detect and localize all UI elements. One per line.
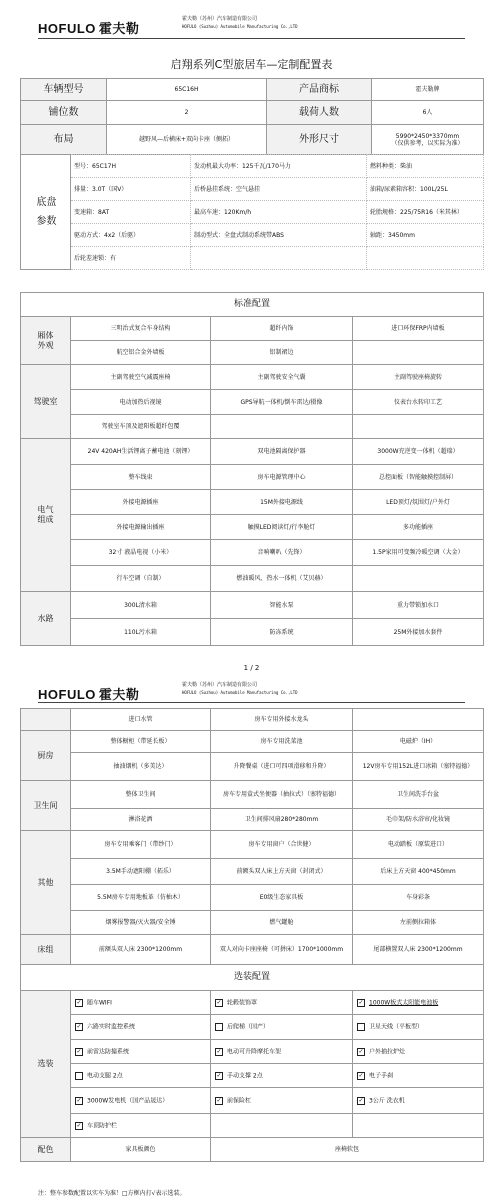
config-item: 淋浴花洒: [71, 809, 211, 831]
config-item: 外接电源插座: [71, 490, 211, 515]
config-item: 前额头双人床 2300*1200mm: [71, 935, 211, 965]
chassis-cell: [367, 247, 484, 270]
chassis-cell: 后桥悬挂系统：空气悬挂: [191, 178, 367, 201]
option-item[interactable]: 后爬梯（国产）: [211, 1015, 353, 1040]
kitchen-label: 厨房: [21, 731, 71, 781]
config-item: 智能水泵: [211, 592, 353, 619]
option-item[interactable]: 卫星天线（平板型）: [353, 1015, 484, 1040]
config-item: 进口环保FRP内墙板: [353, 317, 484, 341]
config-item: 进口水管: [71, 709, 211, 731]
footnote: 注：整车参数配置以实车为准！□方框内打√表示选装。: [38, 1190, 186, 1197]
config-item: 房车电源管理中心: [211, 465, 353, 490]
config-item: 双人对向卡座座椅（可拼床）1700*1000mm: [211, 935, 353, 965]
chassis-cell: 型号：65C17H: [71, 155, 191, 178]
config-item: 抽油烟机（多美达）: [71, 753, 211, 781]
config-item: [353, 566, 484, 592]
page-number: 1 / 2: [243, 664, 260, 672]
config-item: 双电池隔离保护器: [211, 439, 353, 465]
config-item: 总控面板（智能触摸控制屏）: [353, 465, 484, 490]
config-item: [353, 709, 484, 731]
layout-value: 越野风—后横床+双向卡座（侧拓）: [107, 125, 267, 155]
bathroom-label: 卫生间: [21, 781, 71, 831]
page-header: [0, 680, 503, 702]
config-item: 外接电源输出插座: [71, 515, 211, 540]
basic-info-table: [20, 78, 484, 155]
chassis-cell: 变速箱：8AT: [71, 201, 191, 224]
option-item[interactable]: ✓ 户外抽拉炉灶: [353, 1040, 484, 1064]
config-item: 3000W充逆变一体机（超瑞）: [353, 439, 484, 465]
berth-label: 铺位数: [21, 101, 107, 125]
config-item: 5.5M房车专用地板革（仿柚木）: [71, 885, 211, 911]
chassis-cell: 油箱/尿素箱容积：100L/25L: [367, 178, 484, 201]
standard-heading: 标准配置: [21, 293, 484, 317]
config-item: 超纤内饰: [211, 317, 353, 341]
config-item: 房车专用外接水龙头: [211, 709, 353, 731]
config-item: 烟雾报警器/灭火器/安全锤: [71, 911, 211, 935]
config-item: 尾部横置双人床 2300*1200mm: [353, 935, 484, 965]
config-item: 25M外接加水套件: [353, 619, 484, 646]
option-item[interactable]: ✓ 车顶防护栏: [71, 1114, 211, 1138]
config-item: 铝制裙边: [211, 341, 353, 365]
header-divider: [38, 38, 465, 39]
brand-logo: HOFULO 霍夫勒: [38, 21, 140, 36]
config-item: 电动踏板（原装进口）: [353, 831, 484, 859]
color-item-seat[interactable]: 座椅软包: [211, 1138, 484, 1162]
config-item: 燃油暖风、热水一体机（艾贝赫）: [211, 566, 353, 592]
size-value: 5990*2450*3370mm （仅供参考，以实际为准）: [372, 125, 484, 155]
color-item-furniture[interactable]: 家具板颜色: [71, 1138, 211, 1162]
brand-value: 霍夫勒牌: [372, 79, 484, 101]
config-item: 航空铝合金外墙板: [71, 341, 211, 365]
chassis-cell: 制动型式：全盘式制动系统带ABS: [191, 224, 367, 247]
checkbox-icon[interactable]: ✓: [76, 998, 82, 1006]
config-item: 房车专用乘客门（带纱门）: [71, 831, 211, 859]
config-item: 触摸LED阅读灯/行李舱灯: [211, 515, 353, 540]
page-title: 启翔系列C型旅居车—定制配置表: [170, 58, 333, 71]
layout-label: 布局: [21, 125, 107, 155]
chassis-label: 底盘 参数: [21, 155, 71, 270]
config-item: 燃气罐舱: [211, 911, 353, 935]
chassis-cell: 轴距：3450mm: [367, 224, 484, 247]
config-item: [353, 415, 484, 439]
chassis-cell: 排量：3.0T（国V）: [71, 178, 191, 201]
option-item[interactable]: ✓ 1000W板式太阳能电池板: [353, 991, 484, 1015]
other-label: 其他: [21, 831, 71, 935]
checkbox-icon[interactable]: [357, 1023, 365, 1031]
config-item: 1.5P家用可变频冷暖空调（大金）: [353, 540, 484, 566]
config-item: 毛巾架/防水浴帘/化妆镜: [353, 809, 484, 831]
checkbox-icon[interactable]: ✓: [76, 1121, 82, 1129]
config-item: [211, 415, 353, 439]
config-item: 12V房车专用152L进口冰箱（塞特福德）: [353, 753, 484, 781]
config-item: E0级生态家具板: [211, 885, 353, 911]
checkbox-icon[interactable]: ✓: [216, 1071, 222, 1079]
seat-value: 6人: [372, 101, 484, 125]
company-name: 霍夫勒（苏州）汽车制造有限公司 HOFULO (Suzhou) Automobile Manufacturing Co.,LTD: [182, 16, 298, 29]
chassis-cell: 驱动方式：4x2（后驱）: [71, 224, 191, 247]
size-label: 外形尺寸: [267, 125, 372, 155]
options-heading: 选装配置: [21, 965, 484, 991]
config-item: GPS导航一体机/倒车雷达/摄像: [211, 390, 353, 415]
config-item: 行车空调（自制）: [71, 566, 211, 592]
config-item: 多功能插座: [353, 515, 484, 540]
chassis-cell: 后轮差速锁：有: [71, 247, 191, 270]
option-item[interactable]: ✓ 前雷达防撞系统: [71, 1040, 211, 1064]
brand-label: 产品商标: [267, 79, 372, 101]
config-item: 24V 420AH生活锂离子蓄电池（刻锂）: [71, 439, 211, 465]
config-item: 3.5M手动遮阳棚（拓乐）: [71, 859, 211, 885]
bed-label: 床组: [21, 935, 71, 965]
config-item: 电动加热后视镜: [71, 390, 211, 415]
config-item: 音响喇叭（先锋）: [211, 540, 353, 566]
config-item: 300L清水箱: [71, 592, 211, 619]
config-item: 防冻系统: [211, 619, 353, 646]
empty-cell: [211, 1114, 353, 1138]
config-item: 卫生间排风扇280*280mm: [211, 809, 353, 831]
electric-label: 电气 组成: [21, 439, 71, 592]
color-label: 配色: [21, 1138, 71, 1162]
config-item: 电磁炉（IH）: [353, 731, 484, 753]
chassis-cell: 燃料种类：柴油: [367, 155, 484, 178]
config-item: 卫生间洗手台盆: [353, 781, 484, 809]
model-label: 车辆型号: [21, 79, 107, 101]
checkbox-icon[interactable]: ✓: [358, 998, 364, 1006]
config-item: 房车专用窗户（合世健）: [211, 831, 353, 859]
category-cell: [21, 709, 71, 731]
page-2: [0, 670, 503, 702]
empty-cell: [353, 1114, 484, 1138]
page2-config-table: [20, 708, 484, 1162]
checkbox-icon[interactable]: ✓: [358, 1047, 364, 1055]
company-name: 霍夫勒（苏州）汽车制造有限公司 HOFULO (Suzhou) Automobile Manufacturing Co.,LTD: [182, 682, 298, 695]
config-item: 重力带锁加水口: [353, 592, 484, 619]
page-header: [0, 14, 503, 36]
chassis-cell: 发动机最大功率：125千瓦/170马力: [191, 155, 367, 178]
config-item: 左前侧拉箱体: [353, 911, 484, 935]
checkbox-icon[interactable]: ✓: [76, 1096, 82, 1104]
option-item[interactable]: ✓ 六路实时监控系统: [71, 1015, 211, 1040]
option-item[interactable]: ✓ 3公斤 洗衣机: [353, 1088, 484, 1114]
checkbox-icon[interactable]: ✓: [76, 1047, 82, 1055]
config-item: LED顶灯/氛围灯/户外灯: [353, 490, 484, 515]
chassis-cell: [191, 247, 367, 270]
config-item: [353, 341, 484, 365]
checkbox-icon[interactable]: ✓: [358, 1071, 364, 1079]
config-item: 房车专用盒式坐便器（抽拉式）（塞特福德）: [211, 781, 353, 809]
config-item: 整体卫生间: [71, 781, 211, 809]
model-value: 65C16H: [107, 79, 267, 101]
seat-label: 载荷人数: [267, 101, 372, 125]
water-label: 水路: [21, 592, 71, 646]
option-item[interactable]: ✓ 3000W发电机（国产品晟达）: [71, 1088, 211, 1114]
config-item: 三明治式复合车身结构: [71, 317, 211, 341]
config-item: 升降餐桌（进口可四项滑移和升降）: [211, 753, 353, 781]
config-item: 15M外接电源线: [211, 490, 353, 515]
checkbox-icon[interactable]: ✓: [216, 1047, 222, 1055]
config-item: 房车专用洗菜池: [211, 731, 353, 753]
checkbox-icon[interactable]: ✓: [358, 1096, 364, 1104]
option-item[interactable]: ✓ 手动支撑 2点: [211, 1064, 353, 1088]
option-item[interactable]: ✓ 前保险杠: [211, 1088, 353, 1114]
option-item[interactable]: ✓ 轮毂装饰罩: [211, 991, 353, 1015]
berth-value: 2: [107, 101, 267, 125]
option-item[interactable]: 电动支腿 2点: [71, 1064, 211, 1088]
option-item[interactable]: ✓ 电子手刹: [353, 1064, 484, 1088]
config-item: 32寸 液晶电视（小米）: [71, 540, 211, 566]
options-label: 选装: [21, 991, 71, 1138]
checkbox-icon[interactable]: [215, 1023, 223, 1031]
config-item: 驾驶室车顶及遮阳板超纤包覆: [71, 415, 211, 439]
config-item: 车身彩条: [353, 885, 484, 911]
chassis-cell: 轮胎规格：225/75R16（米其林）: [367, 201, 484, 224]
option-item[interactable]: ✓ 随车WIFI: [71, 991, 211, 1015]
body-label: 厢体 外观: [21, 317, 71, 365]
cockpit-label: 驾驶室: [21, 365, 71, 439]
option-item[interactable]: ✓ 电动可升降摩托车架: [211, 1040, 353, 1064]
config-item: 整车线束: [71, 465, 211, 490]
config-item: 主副驾驶座椅旋转: [353, 365, 484, 390]
brand-logo: HOFULO 霍夫勒: [38, 687, 140, 702]
standard-config-table: [20, 292, 484, 646]
config-item: 前额头双人床上方天窗（封闭式）: [211, 859, 353, 885]
config-item: 主副驾驶空气减震座椅: [71, 365, 211, 390]
config-item: 110L污水箱: [71, 619, 211, 646]
config-item: 整体橱柜（带延长板）: [71, 731, 211, 753]
config-item: 主副驾驶安全气囊: [211, 365, 353, 390]
checkbox-icon[interactable]: ✓: [76, 1023, 82, 1030]
checkbox-icon[interactable]: [75, 1072, 83, 1080]
checkbox-icon[interactable]: ✓: [216, 1096, 222, 1104]
config-item: 仪表台水转印工艺: [353, 390, 484, 415]
header-divider: [38, 702, 465, 703]
config-item: 后床上方天窗 400*450mm: [353, 859, 484, 885]
checkbox-icon[interactable]: ✓: [216, 998, 222, 1006]
chassis-table: [20, 154, 484, 270]
chassis-cell: 最高车速：120Km/h: [191, 201, 367, 224]
